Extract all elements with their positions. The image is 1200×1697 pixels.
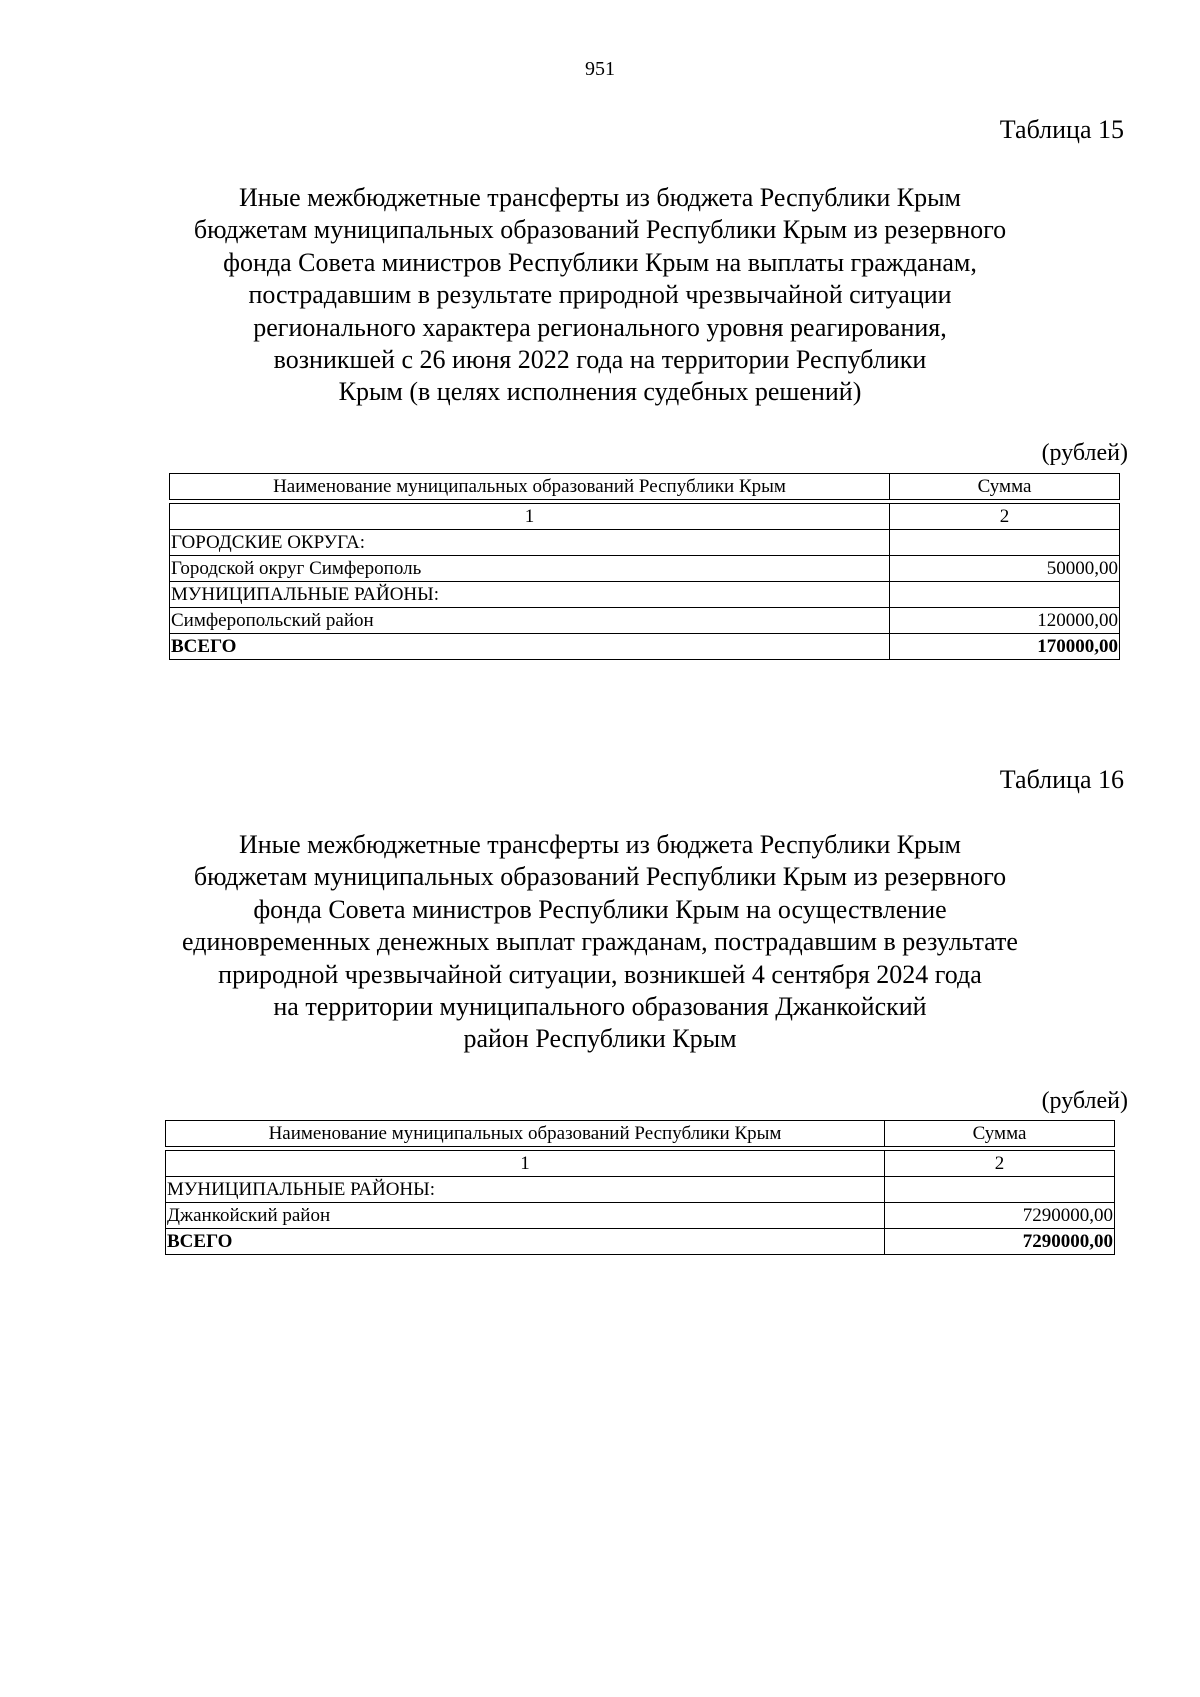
title-line: фонда Совета министров Республики Крым на выплаты гражданам, — [223, 247, 977, 277]
total-row — [166, 1229, 1115, 1255]
title-line: регионального характера регионального уровня реагирования, — [253, 312, 947, 342]
total-sum-cell: 7290000,00 — [885, 1229, 1115, 1255]
table-row — [166, 1203, 1115, 1229]
table-15-label: Таблица 15 — [999, 115, 1124, 144]
column-number-row — [166, 1151, 1115, 1177]
sum-cell: 7290000,00 — [885, 1203, 1115, 1229]
column-number-cell: 2 — [885, 1151, 1115, 1177]
title-line: единовременных денежных выплат гражданам, пострадавшим в результате — [182, 927, 1018, 957]
table-header-row — [170, 474, 1120, 500]
sum-cell — [890, 582, 1120, 608]
table-16-label: Таблица 16 — [999, 765, 1124, 794]
header-sum-cell: Сумма — [885, 1121, 1115, 1147]
header-sum-cell: Сумма — [890, 474, 1120, 500]
name-cell: Симферопольский район — [170, 608, 890, 634]
table-row — [170, 582, 1120, 608]
column-number-row — [170, 504, 1120, 530]
header-name-cell: Наименование муниципальных образований Республики Крым — [170, 474, 890, 500]
title-line: природной чрезвычайной ситуации, возникшей 4 сентября 2024 года — [218, 959, 982, 989]
sum-cell — [890, 530, 1120, 556]
title-line: бюджетам муниципальных образований Республики Крым из резервного — [193, 215, 1007, 245]
table-header-row — [166, 1121, 1115, 1147]
title-line: район Республики Крым — [463, 1024, 737, 1054]
column-number-cell: 1 — [166, 1151, 885, 1177]
title-line: фонда Совета министров Республики Крым на осуществление — [253, 894, 947, 924]
name-cell: ГОРОДСКИЕ ОКРУГА: — [170, 530, 890, 556]
table-16-units: (рублей) — [1041, 1088, 1128, 1114]
header-name-cell: Наименование муниципальных образований Республики Крым — [166, 1121, 885, 1147]
name-cell: Джанкойский район — [166, 1203, 885, 1229]
title-line: Крым (в целях исполнения судебных решений) — [338, 377, 862, 407]
title-line: пострадавшим в результате природной чрезвычайной ситуации — [248, 280, 952, 310]
table-row — [166, 1177, 1115, 1203]
title-line: бюджетам муниципальных образований Республики Крым из резервного — [193, 862, 1007, 892]
table-16-title — [150, 829, 1050, 1056]
table-15-units: (рублей) — [1041, 440, 1128, 466]
name-cell: МУНИЦИПАЛЬНЫЕ РАЙОНЫ: — [170, 582, 890, 608]
table-16 — [165, 1120, 1115, 1255]
name-cell: Городской округ Симферополь — [170, 556, 890, 582]
table-row — [170, 608, 1120, 634]
page-number: 951 — [585, 58, 615, 80]
title-line: на территории муниципального образования Джанкойский — [273, 992, 927, 1022]
table-row — [170, 556, 1120, 582]
name-cell: МУНИЦИПАЛЬНЫЕ РАЙОНЫ: — [166, 1177, 885, 1203]
total-row — [170, 634, 1120, 660]
table-15-title — [150, 182, 1050, 409]
title-line: Иные межбюджетные трансферты из бюджета Республики Крым — [238, 183, 961, 212]
column-number-cell: 1 — [170, 504, 890, 530]
sum-cell — [885, 1177, 1115, 1203]
table-15 — [169, 473, 1120, 660]
sum-cell: 120000,00 — [890, 608, 1120, 634]
total-sum-cell: 170000,00 — [890, 634, 1120, 660]
column-number-cell: 2 — [890, 504, 1120, 530]
title-line: возникшей с 26 июня 2022 года на территории Республики — [273, 345, 927, 375]
total-name-cell: ВСЕГО — [170, 634, 890, 660]
table-row — [170, 530, 1120, 556]
total-name-cell: ВСЕГО — [166, 1229, 885, 1255]
title-line: Иные межбюджетные трансферты из бюджета Республики Крым — [238, 830, 961, 859]
sum-cell: 50000,00 — [890, 556, 1120, 582]
